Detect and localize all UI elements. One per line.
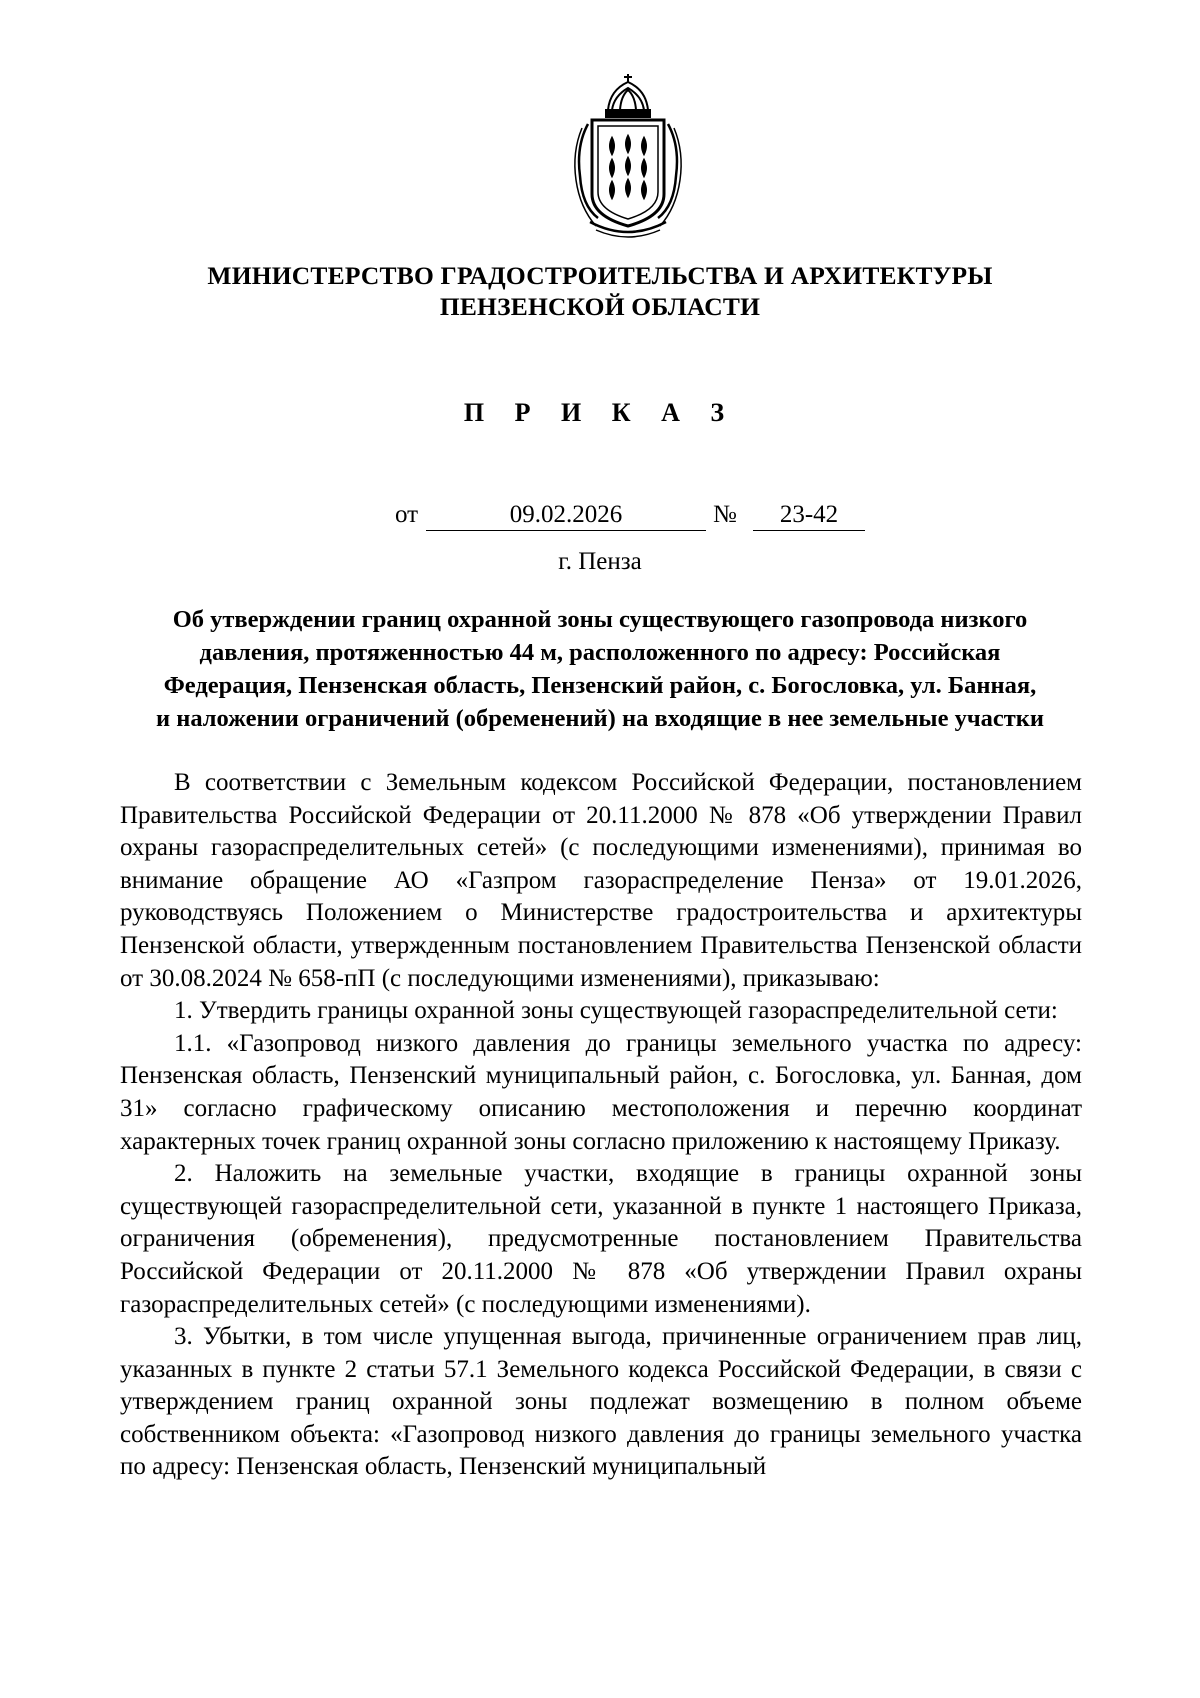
order-date: 09.02.2026 — [426, 500, 706, 531]
subject-line-3: Федерация, Пензенская область, Пензенский район, с. Богословка, ул. Банная, — [163, 672, 1037, 699]
order-number: 23-42 — [753, 500, 865, 531]
item-1-paragraph: 1. Утвердить границы охранной зоны существующей газораспределительной сети: — [174, 997, 1058, 1025]
number-label: № — [713, 501, 737, 528]
order-subject — [120, 603, 1080, 735]
ministry-name-line-2: ПЕНЗЕНСКОЙ ОБЛАСТИ — [439, 292, 761, 321]
subject-line-1: Об утверждении границ охранной зоны существующего газопровода низкого — [172, 606, 1028, 633]
date-label: от — [395, 501, 419, 528]
order-body — [120, 767, 1082, 1484]
penza-region-coat-of-arms-icon — [568, 66, 688, 238]
subject-line-2: давления, протяженностью 44 м, расположенного по адресу: Российская — [199, 639, 1001, 666]
item-3-paragraph: 3. Убытки, в том числе упущенная выгода, причиненные ограничением прав лиц, указанных в пункте 2 статьи 57.1 Земельного кодекса Российской Федерации, в связи с утверждением границ охранной зоны подлежат возмещению в полном объеме собственником объекта: «Газопровод низкого давления до границы земельного участка по адресу: Пензенская область, Пензенский муниципальный — [120, 1323, 1082, 1481]
ministry-name — [150, 260, 1050, 322]
preamble-paragraph: В соответствии с Земельным кодексом Российской Федерации, постановлением Правительства Российской Федерации от 20.11.2000 № 878 «Об утверждении Правил охраны газораспределительных сетей» (с последующими изменениями), принимая во внимание обращение АО «Газпром газораспределение Пенза» от 19.01.2026, руководствуясь Положением о Министерстве градостроительства и архитектуры Пензенской области, утвержденным постановлением Правительства Пензенской области от 30.08.2024 № 658-пП (с последующими изменениями), приказываю: — [120, 769, 1082, 992]
ministry-name-line-1: МИНИСТЕРСТВО ГРАДОСТРОИТЕЛЬСТВА И АРХИТЕКТУРЫ — [207, 261, 993, 290]
item-2-paragraph: 2. Наложить на земельные участки, входящие в границы охранной зоны существующей газораспределительной сети, указанной в пункте 1 настоящего Приказа, ограничения (обременения), предусмотренные постановлением Правительства Российской Федерации от 20.11.2000 № 878 «Об утверждении Правил охраны газораспределительных сетей» (с последующими изменениями). — [120, 1160, 1082, 1318]
item-1-1-paragraph: 1.1. «Газопровод низкого давления до границы земельного участка по адресу: Пензенская область, Пензенский муниципальный район, с. Богословка, ул. Банная, дом 31» согласно графическому описанию местоположения и перечню координат характерных точек границ охранной зоны согласно приложению к настоящему Приказу. — [120, 1029, 1082, 1155]
subject-line-4: и наложении ограничений (обременений) на входящие в нее земельные участки — [155, 705, 1045, 732]
order-title: П Р И К А З — [463, 398, 737, 427]
city: г. Пенза — [558, 548, 642, 575]
